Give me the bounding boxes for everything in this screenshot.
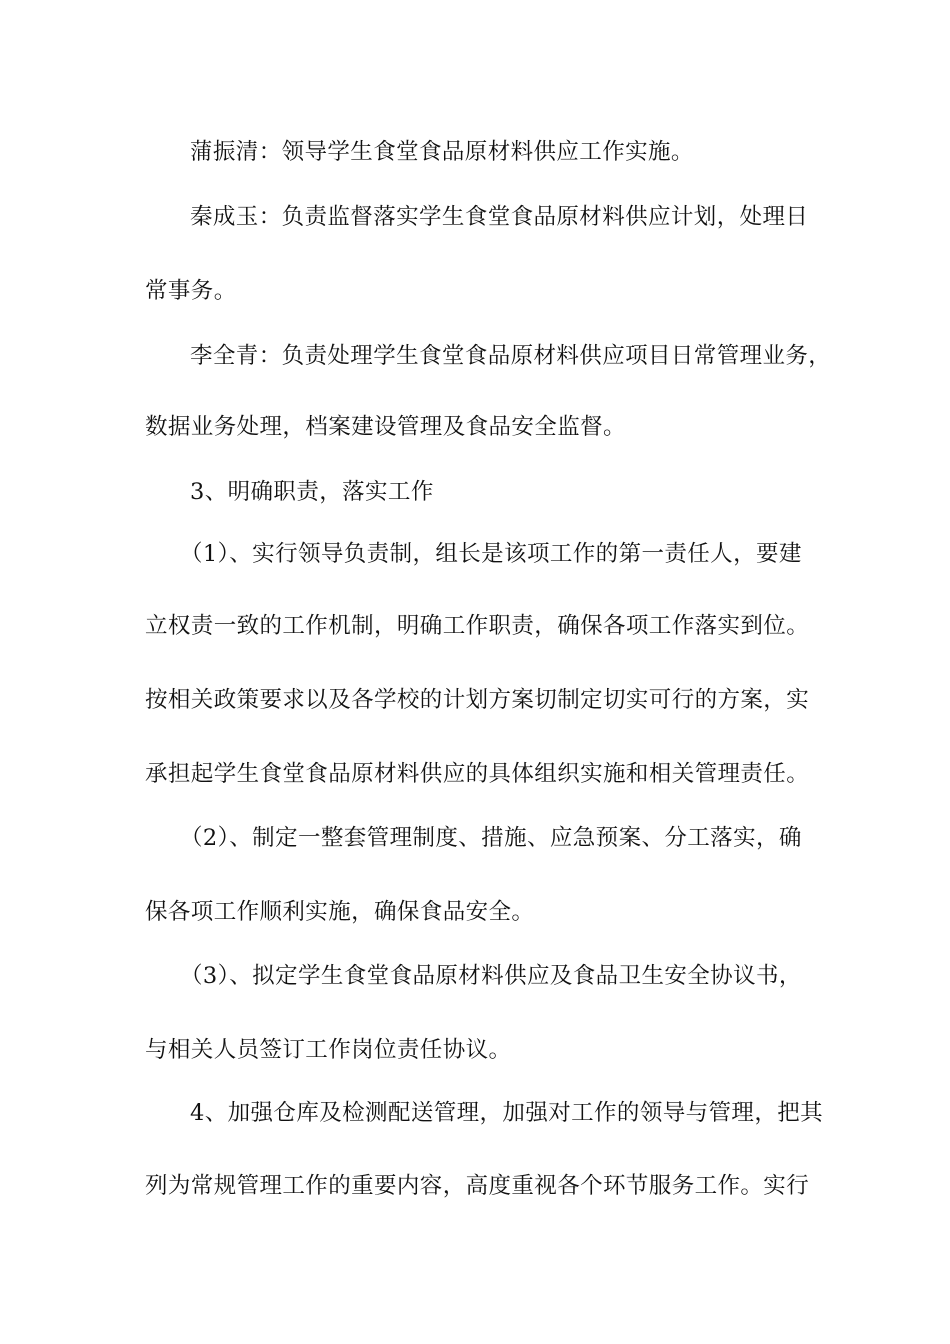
paragraph-line: 4、加强仓库及检测配送管理，加强对工作的领导与管理，把其 bbox=[190, 1100, 824, 1126]
paragraph-line: 常事务。 bbox=[145, 278, 237, 304]
paragraph-line: 按相关政策要求以及各学校的计划方案切制定切实可行的方案，实 bbox=[145, 687, 810, 713]
paragraph-line: 李全青：负责处理学生食堂食品原材料供应项目日常管理业务， bbox=[190, 343, 832, 369]
paragraph-line: 立权责一致的工作机制，明确工作职责，确保各项工作落实到位。 bbox=[145, 613, 810, 639]
section-heading: 3、明确职责，落实工作 bbox=[190, 479, 434, 505]
paragraph-line: （2）、制定一整套管理制度、措施、应急预案、分工落实，确 bbox=[180, 825, 802, 851]
paragraph-line: 蒲振清：领导学生食堂食品原材料供应工作实施。 bbox=[190, 139, 694, 165]
paragraph-line: 数据业务处理，档案建设管理及食品安全监督。 bbox=[145, 414, 626, 440]
paragraph-line: 秦成玉：负责监督落实学生食堂食品原材料供应计划，处理日 bbox=[190, 204, 809, 230]
paragraph-line: 与相关人员签订工作岗位责任协议。 bbox=[145, 1037, 512, 1063]
paragraph-line: （1）、实行领导负责制，组长是该项工作的第一责任人，要建 bbox=[180, 541, 802, 567]
paragraph-line: 保各项工作顺利实施，确保食品安全。 bbox=[145, 899, 535, 925]
paragraph-line: （3）、拟定学生食堂食品原材料供应及食品卫生安全协议书， bbox=[180, 963, 802, 989]
paragraph-line: 承担起学生食堂食品原材料供应的具体组织实施和相关管理责任。 bbox=[145, 761, 810, 787]
paragraph-line: 列为常规管理工作的重要内容，高度重视各个环节服务工作。实行 bbox=[145, 1173, 810, 1199]
